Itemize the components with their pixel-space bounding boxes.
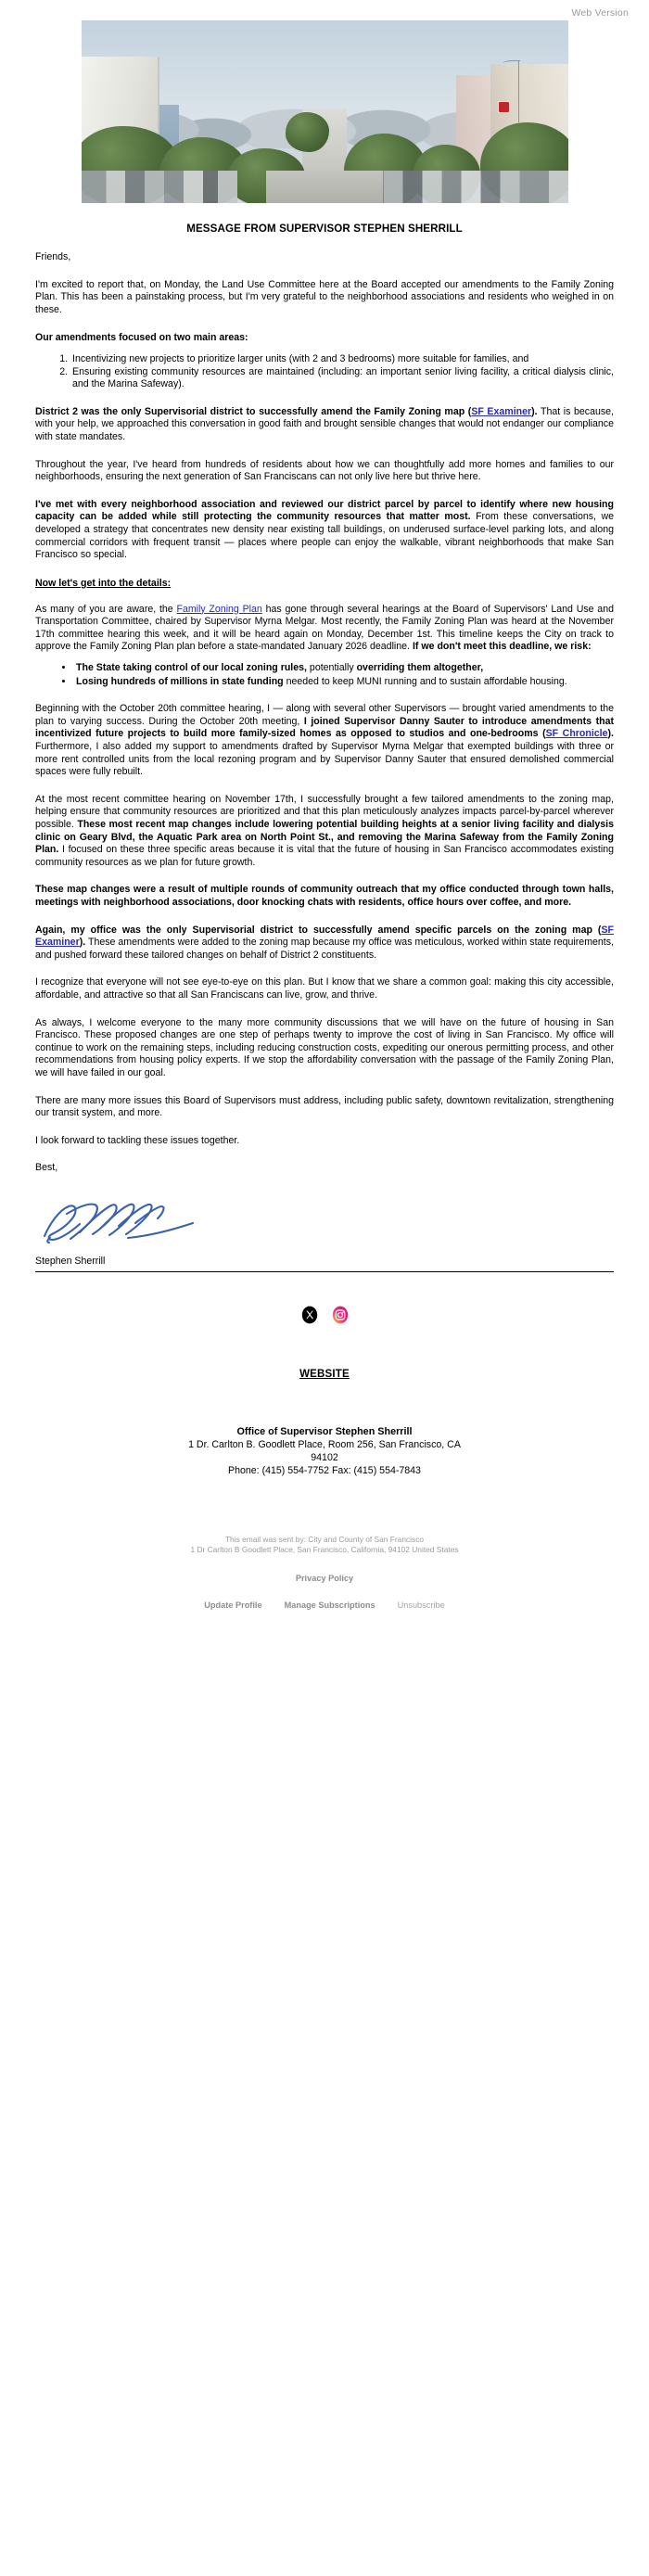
met-with-every-rest: From these conversations, we developed a strategy that concentrates new density near existing tall buildings, on underused surface-level parking lots, and along commercial corridors with frequent transit — places where people can enjoy the walkable, vibrant neighborhoods that make San Francisco so special. (35, 511, 614, 561)
risk-2-rest: needed to keep MUNI running and to sustain affordable housing. (283, 675, 567, 687)
stop-sign-icon (498, 101, 510, 113)
topbar (0, 0, 649, 20)
privacy-policy-row (0, 1569, 649, 1586)
nov-lead: At the most recent committee hearing on November 17th, I successfully brought a few tailored amendments to the zoning map, helping ensure that community resources are prioritized and that this plan meticulously analyzes impacts parcel-by-parcel wherever possible. (35, 793, 614, 830)
closing: Best, (35, 1162, 58, 1174)
risk-2-bold: Losing hundreds of millions in state funding (76, 675, 284, 687)
list-item: 2. Ensuring existing community resources are maintained (including: an important senior living facility, a critical dialysis clinic, and the Marina Safeway). (70, 366, 614, 391)
website-link[interactable]: WEBSITE (299, 1368, 350, 1380)
paragraph-family-zoning-plan (35, 604, 614, 654)
paragraph-met-with-every (35, 499, 614, 562)
paragraph-intro: I'm excited to report that, on Monday, the Land Use Committee here at the Board accepted our amendments to the Family Zoning Plan. This has been a painstaking process, but I'm very grateful to the neighborhood associations and residents who weighed in on these. (35, 278, 614, 315)
parked-cars-row (82, 171, 568, 203)
paragraph-as-always: As always, I welcome everyone to the many more community discussions that we will have on the future of housing in San Francisco. These proposed changes are one step of perhaps twenty to improve the cost of living in San Francisco. My office will continue to work on the remaining steps, including reducing construction costs, expediting our onerous permitting process, and other recommendations from housing policy experts. If we stop the affordability conversation with the passage of the Family Zoning Plan, we will have failed in our goal. (35, 1016, 614, 1078)
paragraph-district2 (35, 406, 614, 444)
instagram-icon[interactable] (331, 1306, 350, 1324)
met-with-every-bold: I've met with every neighborhood association and reviewed our district parcel by parcel to identify where new housing capacity can be added while still protecting the community resources that matter most. (35, 498, 614, 523)
divider (35, 1271, 614, 1272)
list-item (74, 662, 614, 675)
handwritten-signature (39, 1195, 206, 1247)
list-item (74, 676, 614, 689)
paragraph-more-issues: There are many more issues this Board of Supervisors must address, including public safety, downtown revitalization, strengthening our transit system, and more. (35, 1094, 614, 1119)
sent-by-line: This email was sent by: City and County of San Francisco (224, 1534, 425, 1544)
office-address-line-2: 94102 (311, 1451, 338, 1463)
office-address-line-1: 1 Dr. Carlton B. Goodlett Place, Room 256, San Francisco, CA (188, 1438, 461, 1450)
sf-examiner-link-1[interactable]: SF Examiner (471, 405, 532, 417)
website-row (0, 1365, 649, 1382)
update-profile-link[interactable]: Update Profile (204, 1600, 262, 1610)
risk-1-rest: potentially (306, 662, 357, 674)
risk-1-bold2: overriding them altogether, (356, 662, 484, 674)
paragraph-look-forward: I look forward to tackling these issues together. (35, 1134, 240, 1146)
sf-examiner-link-2[interactable]: SF Examiner (35, 924, 614, 949)
instagram-glyph (331, 1306, 350, 1324)
family-zoning-plan-link[interactable]: Family Zoning Plan (176, 603, 262, 615)
page-title: MESSAGE FROM SUPERVISOR STEPHEN SHERRILL (186, 223, 463, 235)
fzp-body: has gone through several hearings at the Board of Supervisors' Land Use and Transportation Committee, chaired by Supervisor Myrna Melgar. Most recently, the Family Zoning Plan was heard at the November 17th committee hearing this week, and it will be heard again on Monday, December 1st. This timeline keeps the City on track to approve the Family Zoning Plan plan before a state-mandated January 2026 deadline. (35, 603, 614, 653)
x-twitter-icon[interactable] (300, 1306, 319, 1324)
office-contact-block (0, 1425, 649, 1477)
paragraph-november-hearing (35, 794, 614, 870)
again-bold: Again, my office was the only Supervisorial district to successfully amend specific parcels on the zoning map ( (35, 924, 602, 936)
letter-body (0, 223, 649, 1175)
office-title: Office of Supervisor Stephen Sherrill (236, 1425, 413, 1437)
nov-rest: I focused on these three specific areas because it is vital that the future of housing in San Francisco accommodates existing community resources as we plan for future growth. (35, 844, 614, 868)
paragraph-october-hearing (35, 703, 614, 779)
oct-bold: I joined Supervisor Danny Sauter to introduce amendments that incentivized future projects to build more family-sized homes as opposed to studios and one-bedrooms ( (35, 715, 614, 740)
details-heading: Now let's get into the details: (35, 577, 172, 589)
privacy-policy-link[interactable]: Privacy Policy (295, 1573, 354, 1583)
web-version-link[interactable]: Web Version (571, 7, 629, 19)
paragraph-throughout-year: Throughout the year, I've heard from hundreds of residents about how we can thoughtfully add more homes and families to our neighborhoods, ensuring the next generation of San Franciscans can not only live here but thrive here. (35, 458, 614, 483)
again-bold-tail: ). (79, 937, 86, 949)
oct-lead: Beginning with the October 20th committee hearing, I — along with several other Supervisors — brought varied amendments to the plan to varying success. During the October 20th meeting, (35, 703, 614, 727)
oct-rest: Furthermore, I also added my support to amendments drafted by Supervisor Myrna Melgar that exempted buildings with three or more rent controlled units from the local rezoning program and by Supervisor Danny Sauter that ensured demolished commercial spaces were fully rebuilt. (35, 741, 614, 778)
risks-list (35, 662, 614, 688)
x-twitter-glyph (300, 1306, 319, 1324)
unsubscribe-link[interactable]: Unsubscribe (397, 1600, 445, 1610)
paragraph-recognize: I recognize that everyone will not see eye-to-eye on this plan. But I know that we share a common goal: making this city accessible, affordable, and attractive so that all San Franciscans can live, grow, and thrive. (35, 976, 614, 1001)
list-item: 1. Incentivizing new projects to prioritize larger units (with 2 and 3 bedrooms) more suitable for families, and (70, 353, 614, 366)
social-links (0, 1306, 649, 1324)
district2-bold-tail: ). (531, 405, 538, 417)
signer-name: Stephen Sherrill (35, 1255, 106, 1267)
manage-subscriptions-link[interactable]: Manage Subscriptions (284, 1600, 375, 1610)
office-phone-fax: Phone: (415) 554-7752 Fax: (415) 554-7843 (228, 1464, 421, 1476)
nov-bold: These most recent map changes include lowering potential building heights at a senior living facility and dialysis clinic on Geary Blvd, the Aquatic Park area on North Point St., and removing the Marina Safeway from the Family Zoning Plan. (35, 819, 614, 856)
district2-rest: That is because, with your help, we approached this conversation in good faith and brought sensible changes that would not endanger our compliance with state mandates. (35, 405, 614, 442)
signature-block (0, 1195, 649, 1271)
san-francisco-street-photo (82, 20, 568, 203)
salutation: Friends, (35, 251, 71, 262)
fzp-lead: As many of you are aware, the (35, 603, 177, 615)
oct-bold-tail: ). (607, 728, 615, 740)
outreach-bold: These map changes were a result of multiple rounds of community outreach that my office conducted through town halls, meetings with neighborhood associations, door knocking chats with residents, office hours over coffee, and more. (35, 884, 614, 908)
email-footer-disclaimer (0, 1535, 649, 1556)
sender-address-line: 1 Dr Carlton B Goodlett Place, San Francisco, California, 94102 United States (190, 1545, 459, 1555)
paragraph-community-outreach (35, 884, 614, 909)
paragraph-again-only-district (35, 925, 614, 963)
streetlamp-icon (518, 60, 520, 122)
email-preferences-row (0, 1600, 649, 1610)
again-rest: These amendments were added to the zoning map because my office was meticulous, worked within state requirements, and pushed forward these tailored changes on behalf of District 2 constituents. (35, 937, 614, 961)
hero-image-container (0, 20, 649, 203)
sf-chronicle-link[interactable]: SF Chronicle (545, 728, 608, 740)
risk-1-bold: The State taking control of our local zoning rules, (76, 662, 307, 674)
district2-bold-lead: District 2 was the only Supervisorial district to successfully amend the Family Zoning map ( (35, 405, 472, 417)
amendments-list (35, 353, 614, 391)
tree (286, 112, 329, 152)
deadline-risk-bold: If we don't meet this deadline, we risk: (412, 641, 592, 653)
amendments-heading: Our amendments focused on two main areas: (35, 332, 248, 344)
